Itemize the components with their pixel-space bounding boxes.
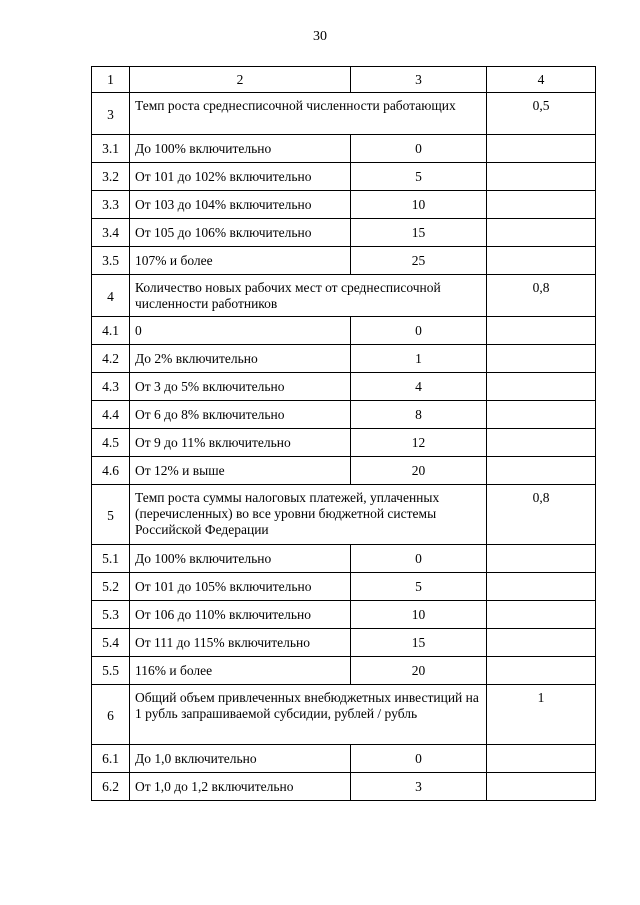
- condition-text: От 101 до 102% включительно: [130, 163, 351, 191]
- condition-text: От 105 до 106% включительно: [130, 219, 351, 247]
- weight-cell: [487, 135, 596, 163]
- sub-criterion-row: [92, 345, 596, 373]
- weight-cell: [487, 545, 596, 573]
- score-value: 8: [351, 401, 487, 429]
- criterion-row: [92, 275, 596, 317]
- sub-criterion-row: [92, 219, 596, 247]
- weight-cell: [487, 657, 596, 685]
- sub-criterion-row: [92, 401, 596, 429]
- weight-cell: [487, 601, 596, 629]
- row-number: 4.3: [92, 373, 130, 401]
- row-number: 5.4: [92, 629, 130, 657]
- condition-text: От 111 до 115% включительно: [130, 629, 351, 657]
- sub-criterion-row: [92, 135, 596, 163]
- row-number: 6.1: [92, 745, 130, 773]
- sub-criterion-row: [92, 745, 596, 773]
- score-value: 25: [351, 247, 487, 275]
- sub-criterion-row: [92, 773, 596, 801]
- row-number: 3: [92, 93, 130, 135]
- table-body: [92, 93, 596, 801]
- sub-criterion-row: [92, 457, 596, 485]
- condition-text: От 1,0 до 1,2 включительно: [130, 773, 351, 801]
- weight-cell: [487, 191, 596, 219]
- row-number: 3.3: [92, 191, 130, 219]
- criterion-weight: 0,5: [487, 93, 596, 135]
- weight-cell: [487, 457, 596, 485]
- score-value: 0: [351, 135, 487, 163]
- row-number: 5.2: [92, 573, 130, 601]
- condition-text: От 106 до 110% включительно: [130, 601, 351, 629]
- row-number: 6.2: [92, 773, 130, 801]
- header-cell-1: 1: [92, 67, 130, 93]
- score-value: 15: [351, 629, 487, 657]
- condition-text: 0: [130, 317, 351, 345]
- criterion-row: [92, 485, 596, 545]
- criterion-name: Общий объем привлеченных внебюджетных инвестиций на 1 рубль запрашиваемой субсидии, рублей / рубль: [130, 685, 487, 745]
- score-value: 12: [351, 429, 487, 457]
- table-header-row: [92, 67, 596, 93]
- header-cell-2: 2: [130, 67, 351, 93]
- row-number: 4: [92, 275, 130, 317]
- score-value: 20: [351, 457, 487, 485]
- row-number: 4.4: [92, 401, 130, 429]
- score-value: 10: [351, 601, 487, 629]
- weight-cell: [487, 247, 596, 275]
- header-cell-3: 3: [351, 67, 487, 93]
- weight-cell: [487, 163, 596, 191]
- sub-criterion-row: [92, 545, 596, 573]
- condition-text: От 6 до 8% включительно: [130, 401, 351, 429]
- sub-criterion-row: [92, 629, 596, 657]
- criterion-weight: 1: [487, 685, 596, 745]
- condition-text: От 12% и выше: [130, 457, 351, 485]
- condition-text: До 1,0 включительно: [130, 745, 351, 773]
- page-number: 30: [313, 29, 327, 44]
- score-value: 0: [351, 317, 487, 345]
- sub-criterion-row: [92, 601, 596, 629]
- row-number: 4.5: [92, 429, 130, 457]
- condition-text: До 100% включительно: [130, 135, 351, 163]
- weight-cell: [487, 429, 596, 457]
- condition-text: От 9 до 11% включительно: [130, 429, 351, 457]
- weight-cell: [487, 401, 596, 429]
- weight-cell: [487, 219, 596, 247]
- weight-cell: [487, 573, 596, 601]
- sub-criterion-row: [92, 317, 596, 345]
- row-number: 3.5: [92, 247, 130, 275]
- row-number: 4.2: [92, 345, 130, 373]
- criterion-name: Темп роста среднесписочной численности работающих: [130, 93, 487, 135]
- score-value: 20: [351, 657, 487, 685]
- weight-cell: [487, 345, 596, 373]
- sub-criterion-row: [92, 247, 596, 275]
- header-cell-4: 4: [487, 67, 596, 93]
- score-value: 15: [351, 219, 487, 247]
- score-value: 0: [351, 545, 487, 573]
- row-number: 5.5: [92, 657, 130, 685]
- weight-cell: [487, 629, 596, 657]
- score-value: 1: [351, 345, 487, 373]
- sub-criterion-row: [92, 573, 596, 601]
- row-number: 5.1: [92, 545, 130, 573]
- row-number: 3.1: [92, 135, 130, 163]
- weight-cell: [487, 745, 596, 773]
- condition-text: От 101 до 105% включительно: [130, 573, 351, 601]
- weight-cell: [487, 317, 596, 345]
- condition-text: До 100% включительно: [130, 545, 351, 573]
- condition-text: 107% и более: [130, 247, 351, 275]
- condition-text: До 2% включительно: [130, 345, 351, 373]
- score-value: 5: [351, 163, 487, 191]
- sub-criterion-row: [92, 191, 596, 219]
- sub-criterion-row: [92, 373, 596, 401]
- row-number: 4.1: [92, 317, 130, 345]
- score-value: 5: [351, 573, 487, 601]
- criterion-name: Темп роста суммы налоговых платежей, уплаченных (перечисленных) во все уровни бюджетной системы Российской Федерации: [130, 485, 487, 545]
- condition-text: 116% и более: [130, 657, 351, 685]
- criteria-table: [91, 66, 596, 801]
- score-value: 3: [351, 773, 487, 801]
- row-number: 6: [92, 685, 130, 745]
- row-number: 3.4: [92, 219, 130, 247]
- condition-text: От 3 до 5% включительно: [130, 373, 351, 401]
- sub-criterion-row: [92, 657, 596, 685]
- weight-cell: [487, 373, 596, 401]
- row-number: 5.3: [92, 601, 130, 629]
- score-value: 0: [351, 745, 487, 773]
- criterion-row: [92, 685, 596, 745]
- row-number: 5: [92, 485, 130, 545]
- sub-criterion-row: [92, 163, 596, 191]
- criterion-name: Количество новых рабочих мест от среднесписочной численности работников: [130, 275, 487, 317]
- criterion-row: [92, 93, 596, 135]
- row-number: 3.2: [92, 163, 130, 191]
- criterion-weight: 0,8: [487, 485, 596, 545]
- score-value: 10: [351, 191, 487, 219]
- condition-text: От 103 до 104% включительно: [130, 191, 351, 219]
- score-value: 4: [351, 373, 487, 401]
- row-number: 4.6: [92, 457, 130, 485]
- criterion-weight: 0,8: [487, 275, 596, 317]
- sub-criterion-row: [92, 429, 596, 457]
- weight-cell: [487, 773, 596, 801]
